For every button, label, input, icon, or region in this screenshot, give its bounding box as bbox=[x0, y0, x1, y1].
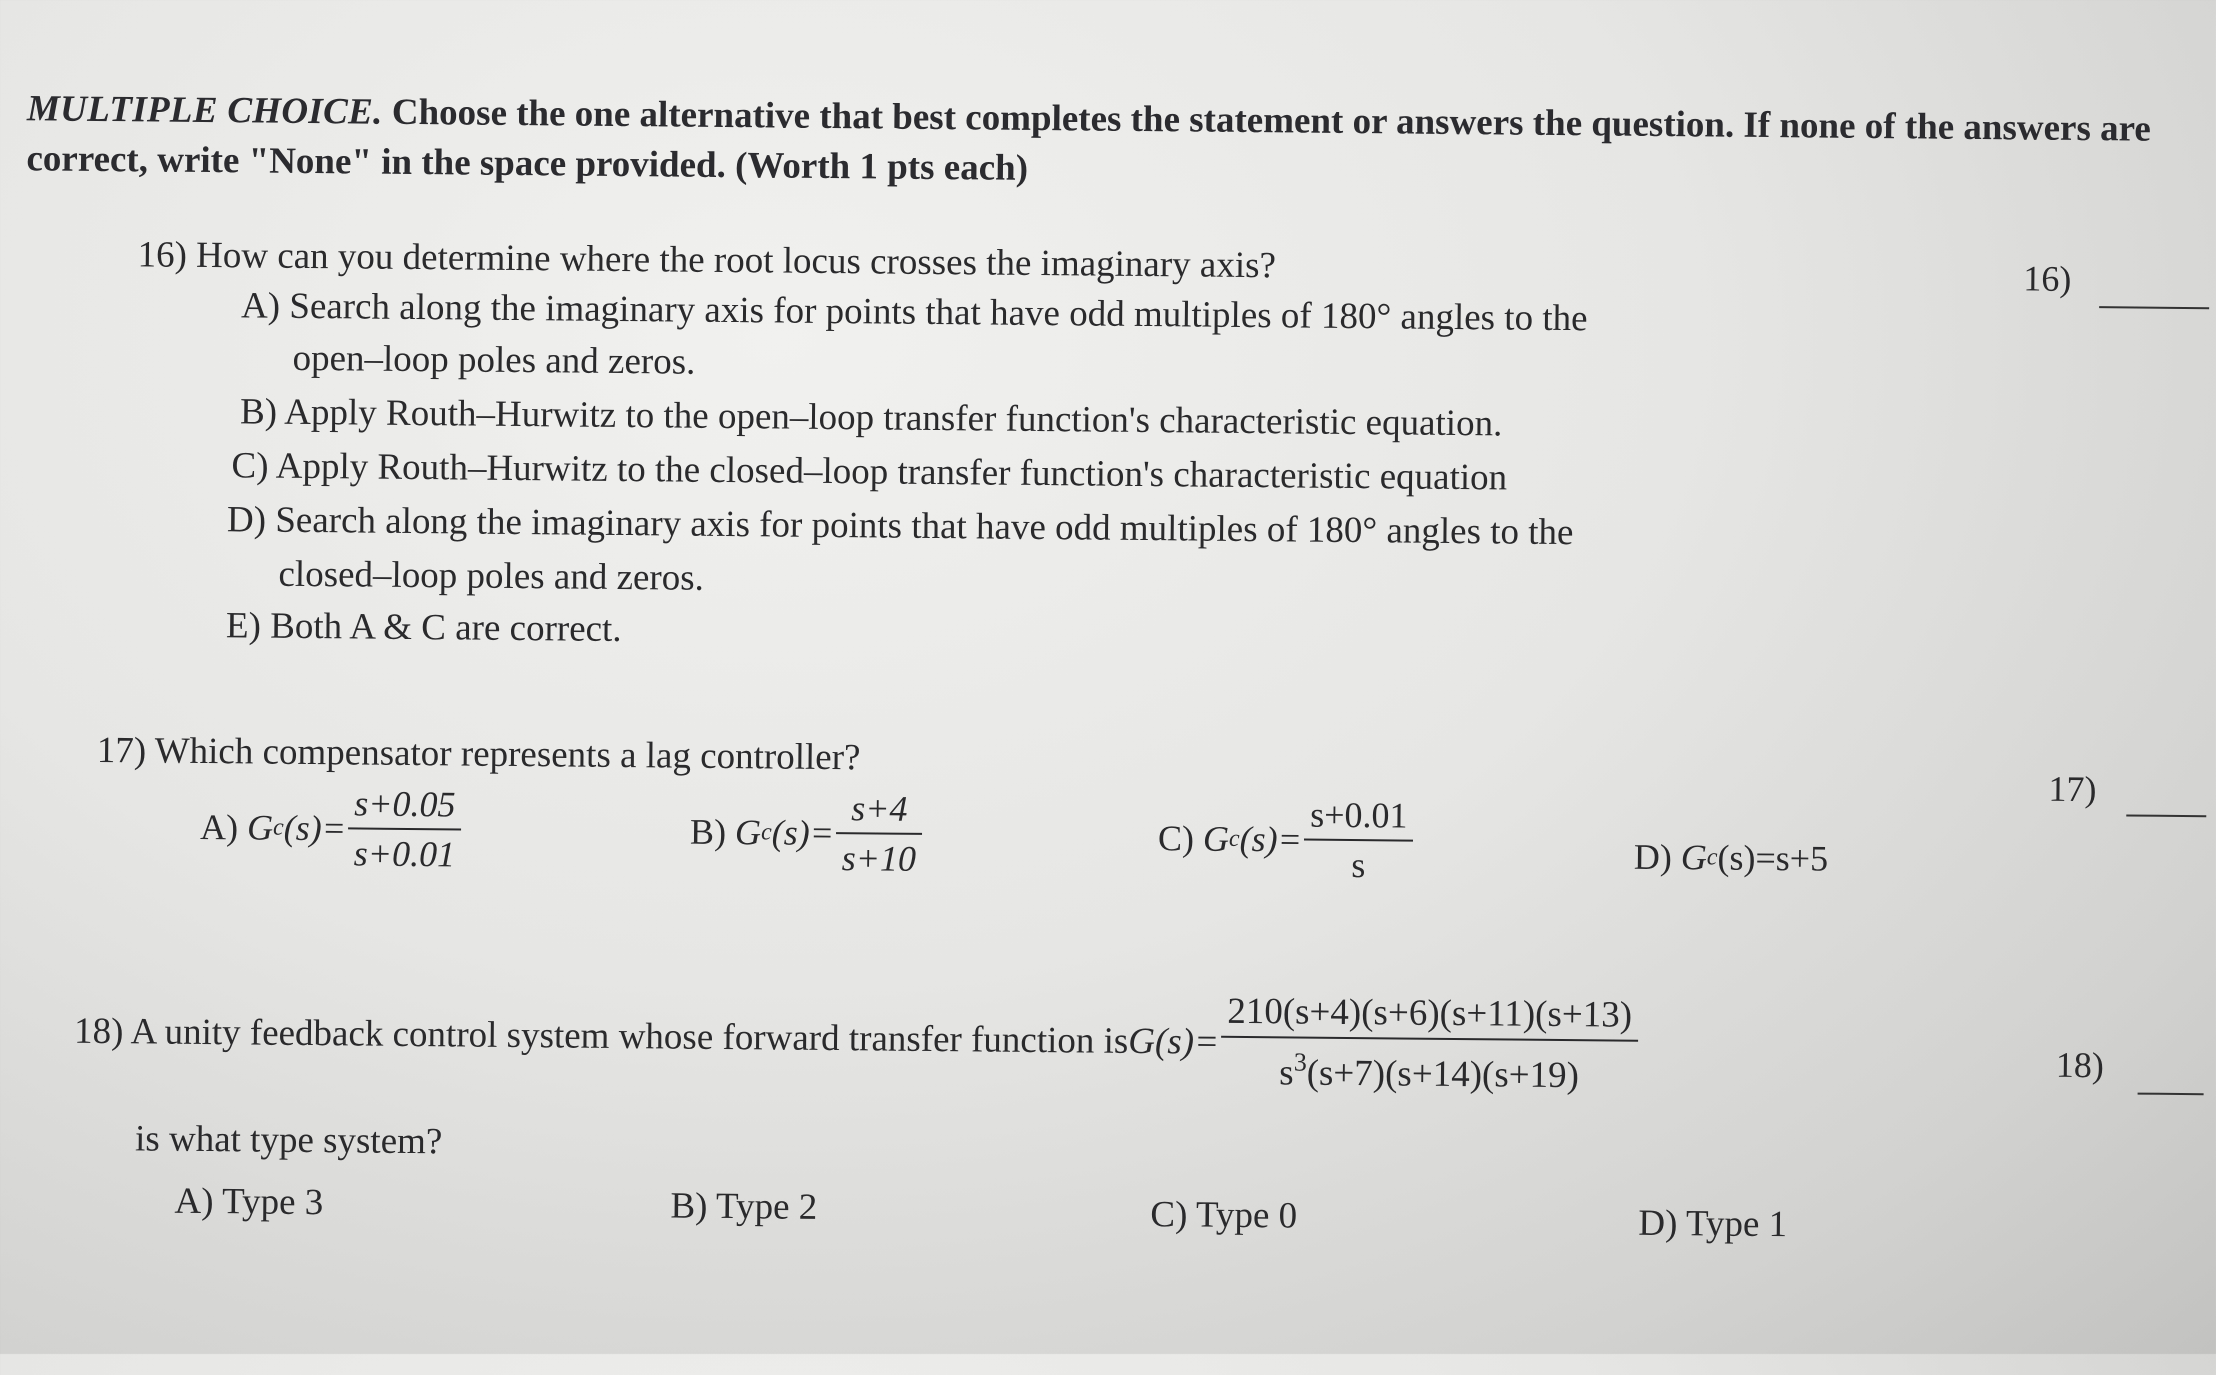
q17-option-b-denominator: s+10 bbox=[841, 838, 917, 879]
q18-den-rest: (s+7)(s+14)(s+19) bbox=[1306, 1052, 1580, 1097]
answer-blank-18[interactable] bbox=[2138, 1093, 2204, 1096]
q17-option-b-label: B) bbox=[689, 811, 727, 853]
q17-option-b-fraction bbox=[836, 788, 923, 879]
q17-option-d-label: D) bbox=[1633, 836, 1673, 878]
answer-blank-16[interactable] bbox=[2099, 306, 2209, 309]
q17-option-c-label: C) bbox=[1157, 818, 1195, 859]
q17-option-c-fraction bbox=[1304, 795, 1414, 886]
instructions-text: Choose the one alternative that best completes the statement or answers the question. If none of the answers are correct, write "None" in the space provided. (Worth 1 pts each) bbox=[26, 91, 2151, 189]
q17-option-a bbox=[200, 782, 462, 875]
q18-transfer-denominator bbox=[1221, 1038, 1638, 1097]
q17-option-c-sub: c bbox=[1228, 825, 1240, 852]
q17-option-d-arg: (s)=s+5 bbox=[1717, 837, 1829, 879]
q17-option-a-sub: c bbox=[272, 814, 284, 841]
answer-number-17: 17) bbox=[2048, 768, 2097, 810]
q16-option-c: C) Apply Routh–Hurwitz to the closed–loop transfer function's characteristic equation bbox=[231, 445, 1508, 499]
question-18-text: 18) A unity feedback control system whose forward transfer function is bbox=[73, 1010, 1129, 1062]
q16-option-d-line1: D) Search along the imaginary axis for points that have odd multiples of 180° angles to the bbox=[226, 499, 1574, 554]
q17-option-a-fraction bbox=[348, 783, 462, 874]
q18-transfer-fraction bbox=[1221, 992, 1639, 1097]
q18-option-a: A) Type 3 bbox=[174, 1180, 324, 1224]
q16-option-b: B) Apply Routh–Hurwitz to the open–loop transfer function's characteristic equation. bbox=[239, 391, 1503, 445]
answer-blank-17[interactable] bbox=[2126, 814, 2206, 817]
q17-option-c-denominator: s bbox=[1351, 845, 1366, 886]
answer-number-16: 16) bbox=[2023, 258, 2072, 299]
q18-transfer-lhs: G(s)= bbox=[1128, 1020, 1220, 1063]
q17-option-c-arg: (s)= bbox=[1239, 818, 1303, 860]
q17-option-b bbox=[690, 787, 923, 879]
q18-option-b: B) Type 2 bbox=[670, 1185, 818, 1228]
q17-option-c bbox=[1158, 793, 1414, 885]
q17-option-d bbox=[1634, 836, 1829, 880]
q18-den-exponent: 3 bbox=[1293, 1047, 1307, 1077]
q18-option-c: C) Type 0 bbox=[1150, 1194, 1298, 1237]
question-18-continuation: is what type system? bbox=[134, 1118, 443, 1163]
q17-option-a-numerator: s+0.05 bbox=[348, 783, 462, 830]
q16-option-a-line2: open–loop poles and zeros. bbox=[292, 337, 696, 383]
instructions-header bbox=[26, 84, 2207, 205]
q16-option-e: E) Both A & C are correct. bbox=[225, 605, 622, 650]
q16-option-a-line1: A) Search along the imaginary axis for points that have odd multiples of 180° angles to the bbox=[240, 285, 1588, 340]
q17-option-c-lhs: G bbox=[1202, 818, 1230, 859]
q17-option-b-numerator: s+4 bbox=[836, 788, 923, 835]
q17-option-a-arg: (s)= bbox=[283, 807, 347, 849]
q18-den-base: s bbox=[1279, 1052, 1294, 1094]
q17-option-b-lhs: G bbox=[734, 812, 762, 853]
answer-number-18: 18) bbox=[2055, 1044, 2105, 1086]
q17-option-b-sub: c bbox=[760, 818, 772, 845]
q17-option-d-lhs: G bbox=[1680, 837, 1708, 878]
question-16-text: 16) How can you determine where the root locus crosses the imaginary axis? bbox=[137, 234, 1277, 287]
q17-option-c-numerator: s+0.01 bbox=[1304, 795, 1414, 842]
question-18-line bbox=[74, 981, 1639, 1097]
q16-option-d-line2: closed–loop poles and zeros. bbox=[278, 553, 705, 599]
section-title: MULTIPLE CHOICE. bbox=[26, 88, 383, 133]
q18-transfer-numerator: 210(s+4)(s+6)(s+11)(s+13) bbox=[1221, 992, 1638, 1042]
q17-option-a-lhs: G bbox=[246, 807, 274, 848]
question-17-text: 17) Which compensator represents a lag controller? bbox=[96, 729, 861, 779]
q17-option-b-arg: (s)= bbox=[771, 812, 835, 854]
q18-option-d: D) Type 1 bbox=[1638, 1202, 1788, 1246]
q17-option-d-sub: c bbox=[1706, 843, 1718, 871]
q17-option-a-label: A) bbox=[199, 806, 239, 848]
q17-option-a-denominator: s+0.01 bbox=[353, 833, 456, 875]
